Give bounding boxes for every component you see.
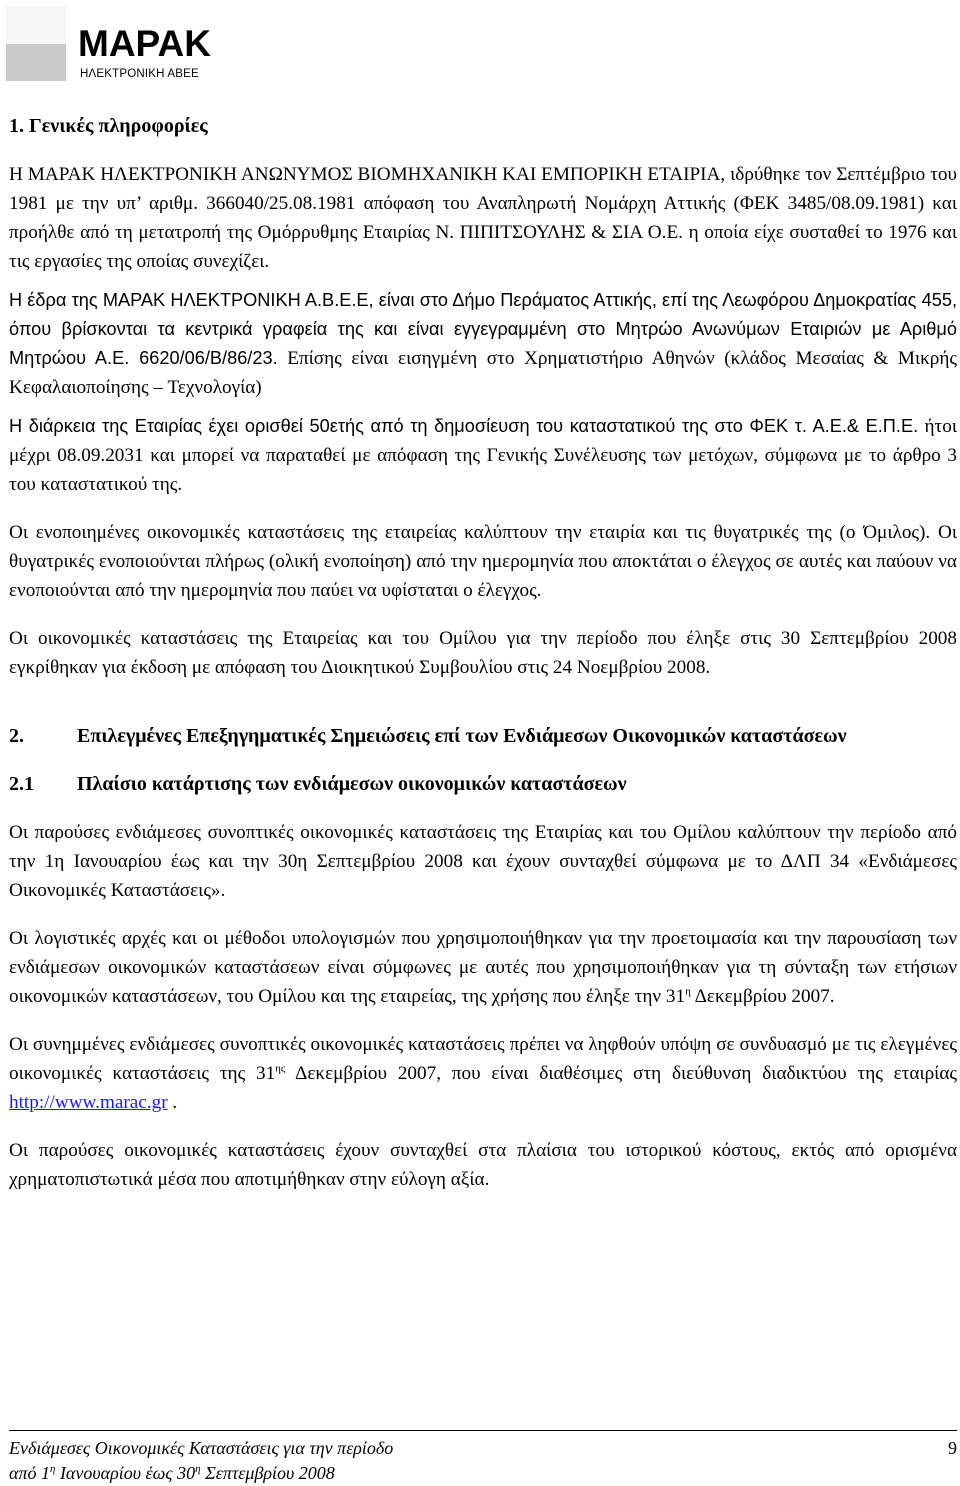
audited-statements-text: Οι συνημμένες ενδιάμεσες συνοπτικές οικονομικές καταστάσεις πρέπει να ληφθούν υπόψη σε συνδυασμό με τις ελεγμένες οικονομικές καταστάσεις της 31 (9, 1034, 957, 1084)
ordinal-suffix: η (195, 1463, 201, 1475)
section-2-paragraph-1: Οι παρούσες ενδιάμεσες συνοπτικές οικονομικές καταστάσεις της Εταιρίας και του Ομίλου καλύπτουν την περίοδο από την 1η Ιανουαρίου έως και την 30η Σεπτεμβρίου 2008 και έχουν συνταχθεί σύμφωνα με το ΔΛΠ 34 «Ενδιάμεσες Οικονομικές Καταστάσεις». (9, 822, 957, 901)
period-text: . (167, 1092, 178, 1113)
footer-caption (9, 1436, 393, 1486)
section-1-paragraph-3 (9, 412, 957, 499)
footer-line-2 (9, 1461, 393, 1486)
logo-name: ΜΑΡΑΚ (78, 23, 211, 64)
section-1-paragraph-4: Οι ενοποιημένες οικονομικές καταστάσεις της εταιρείας καλύπτουν την εταιρία και τις θυγατρικές της (ο Όμιλος). Οι θυγατρικές ενοποιούνται πλήρως (ολική ενοποίηση) από την ημερομηνία που αποκτάται ο έλεγχος σε αυτές και παύουν να ενοποιούνται από την ημερομηνία που παύει να υφίσταται ο έλεγχος. (9, 522, 957, 601)
duration-text-continued: ήτοι μέχρι 08.09.2031 και μπορεί να παραταθεί με απόφαση της Γενικής Συνέλευσης των μετόχων, σύμφωνα με το άρθρο 3 του καταστατικού της. (9, 416, 957, 495)
section-1-paragraph-2 (9, 286, 957, 402)
section-2-1-number: 2.1 (9, 773, 34, 795)
section-2-number: 2. (9, 725, 24, 747)
section-2-paragraph-2 (9, 924, 957, 1011)
footer-line-1: Ενδιάμεσες Οικονομικές Καταστάσεις για την περίοδο (9, 1438, 394, 1458)
ordinal-suffix: ης (275, 1062, 286, 1075)
logo-emblem-icon (6, 6, 66, 81)
document-body (9, 112, 957, 1194)
footer-line-2-part-c: Σεπτεμβρίου 2008 (200, 1463, 335, 1483)
duration-text: Η διάρκεια της Εταιρίας έχει ορισθεί 50ετής από τη δημοσίευση του καταστατικού της στο ΦΕΚ τ. Α.Ε.& Ε.Π.Ε. (9, 416, 919, 436)
listing-text: Επίσης είναι εισηγμένη στο Χρηματιστήριο Αθηνών (κλάδος Μεσαίας & Μικρής Κεφαλαιοποίησης – Τεχνολογία) (9, 348, 957, 398)
logo-subtitle: ΗΛΕΚΤΡΟΝΙΚΗ ΑΒΕΕ (80, 68, 199, 80)
company-website-link[interactable]: http://www.marac.gr (9, 1092, 168, 1113)
accounting-policies-date: Δεκεμβρίου 2007. (690, 986, 835, 1007)
accounting-policies-text: Οι λογιστικές αρχές και οι μέθοδοι υπολογισμών που χρησιμοποιήθηκαν για την προετοιμασία και την παρουσίαση των ενδιάμεσων οικονομικών καταστάσεων είναι σύμφωνες με αυτές που χρησιμοποιήθηκαν για τη σύνταξη των ετήσιων οικονομικών καταστάσεων, του Ομίλου και της εταιρείας, της χρήσης που έληξε την 31 (9, 928, 957, 1007)
section-2-title: Επιλεγμένες Επεξηγηματικές Σημειώσεις επί των Ενδιάμεσων Οικονομικών καταστάσεων (77, 725, 847, 747)
section-1-paragraph-1: Η ΜΑΡΑΚ ΗΛΕΚΤΡΟΝΙΚΗ ΑΝΩΝΥΜΟΣ ΒΙΟΜΗΧΑΝΙΚΗ ΚΑΙ ΕΜΠΟΡΙΚΗ ΕΤΑΙΡΙΑ, ιδρύθηκε τον Σεπτέμβριο του 1981 με την υπ’ αριθμ. 366040/25.08.1981 απόφαση του Αναπληρωτή Νομάρχη Αττικής (ΦΕΚ 3485/08.09.1981) και προήλθε από τη μετατροπή της Ομόρρυθμης Εταιρίας Ν. ΠΙΠΙΤΣΟΥΛΗΣ & ΣΙΑ Ο.Ε. η οποία είχε συσταθεί το 1976 και τις εργασίες της οποίας συνεχίζει. (9, 164, 957, 272)
footer-line-2-part-a: από 1 (9, 1463, 50, 1483)
company-seat-text: Η έδρα της ΜΑΡΑΚ ΗΛΕΚΤΡΟΝΙΚΗ Α.Β.Ε.Ε, είναι στο Δήμο Περάματος Αττικής, επί της Λεωφόρου Δημοκρατίας 455, όπου βρίσκονται τα κεντρικά γραφεία της και είναι εγγεγραμμένη στο Μητρώο Ανωνύμων Εταιριών με Αριθμό Μητρώου Α.Ε. 6620/06/Β/86/23. (9, 290, 957, 368)
footer-line-2-part-b: Ιανουαρίου έως 30 (55, 1463, 196, 1483)
section-2-1-title: Πλαίσιο κατάρτισης των ενδιάμεσων οικονομικών καταστάσεων (77, 773, 627, 795)
company-logo (6, 6, 211, 81)
page-number: 9 (948, 1438, 957, 1458)
footer-divider (9, 1430, 957, 1431)
ordinal-suffix: η (685, 985, 691, 998)
section-2-paragraph-3 (9, 1030, 957, 1117)
availability-text: Δεκεμβρίου 2007, που είναι διαθέσιμες στη διεύθυνση διαδικτύου της εταιρίας (285, 1063, 957, 1084)
section-2-paragraph-4: Οι παρούσες οικονομικές καταστάσεις έχουν συνταχθεί στα πλαίσια του ιστορικού κόστους, εκτός από ορισμένα χρηματοπιστωτικά μέσα που αποτιμήθηκαν στην εύλογη αξία. (9, 1140, 957, 1190)
section-1-paragraph-5: Οι οικονομικές καταστάσεις της Εταιρείας και του Ομίλου για την περίοδο που έληξε στις 30 Σεπτεμβρίου 2008 εγκρίθηκαν για έκδοση με απόφαση του Διοικητικού Συμβουλίου στις 24 Νοεμβρίου 2008. (9, 628, 957, 678)
section-2-heading (9, 722, 957, 751)
logo-emblem (6, 6, 66, 81)
ordinal-suffix: η (49, 1463, 56, 1475)
section-2-1-heading (9, 770, 957, 799)
section-1-heading: 1. Γενικές πληροφορίες (9, 115, 208, 137)
